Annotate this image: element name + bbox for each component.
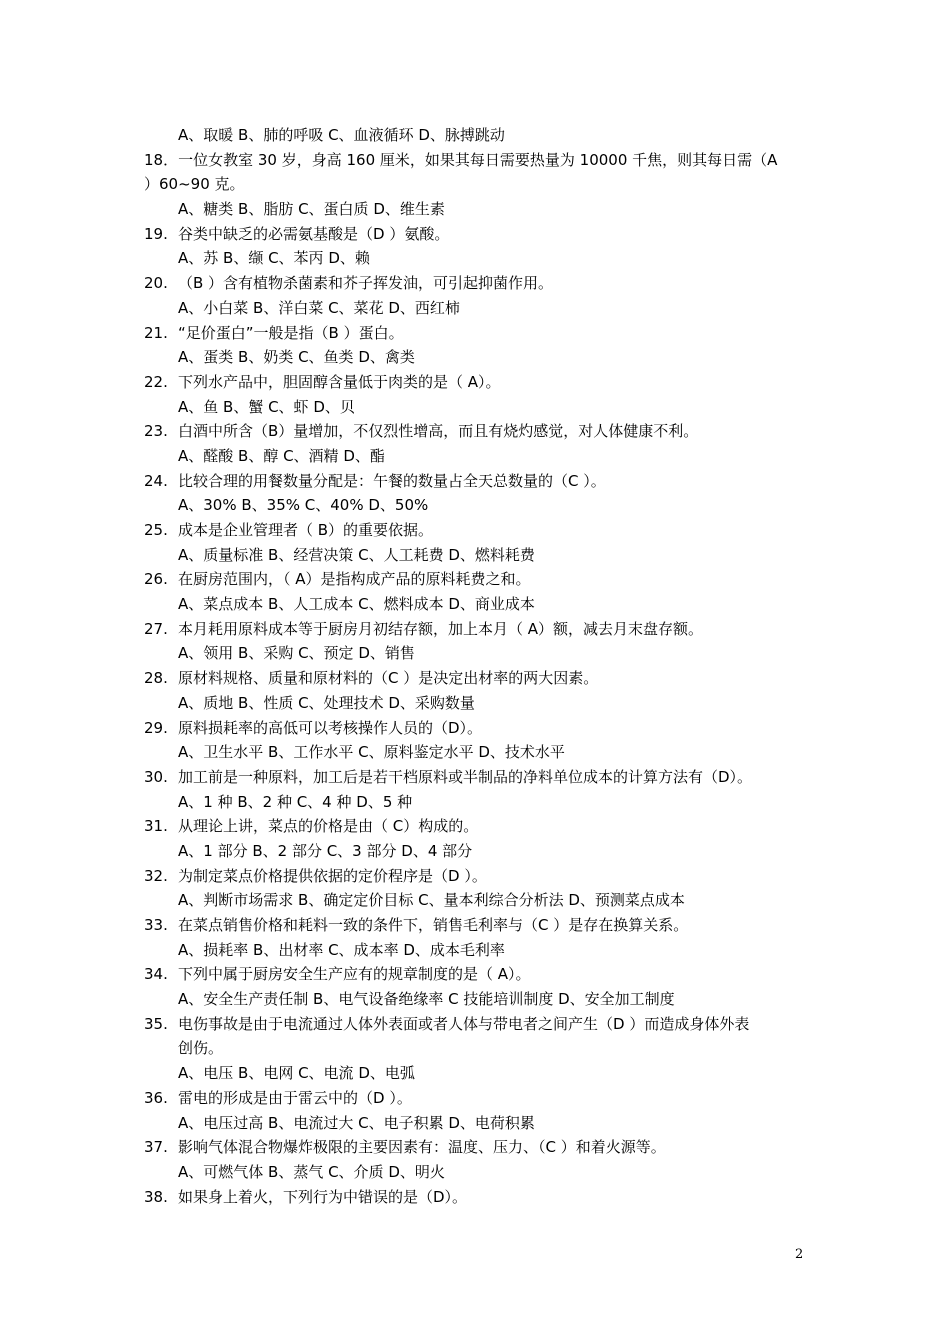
question-line	[144, 962, 814, 987]
question-line	[144, 864, 814, 889]
question-text: 加工前是一种原料，加工后是若干档原料或半制品的净料单位成本的计算方法有（D）。	[178, 767, 753, 786]
question-line	[144, 518, 814, 543]
answer-options: A、电压过高 B、电流过大 C、电子积累 D、电荷积累	[178, 1113, 535, 1132]
question-text: 电伤事故是由于电流通过人体外表面或者人体与带电者之间产生（D ）而造成身体外表	[178, 1014, 750, 1033]
question-text: （B ）含有植物杀菌素和芥子挥发油，可引起抑菌作用。	[178, 274, 554, 293]
answer-options: A、30% B、35% C、40% D、50%	[178, 496, 429, 515]
question-text: 原材料规格、质量和原材料的（C ）是决定出材率的两大因素。	[178, 669, 599, 688]
question-text: 下列水产品中，胆固醇含量低于肉类的是（ A）。	[178, 372, 501, 391]
question-number: 32.	[144, 866, 168, 885]
question-text: 成本是企业管理者（ B）的重要依据。	[178, 521, 434, 539]
question-text: 影响气体混合物爆炸极限的主要因素有：温度、压力、（C ）和着火源等。	[178, 1138, 666, 1157]
question-text: 如果身上着火，下列行为中错误的是（D）。	[178, 1187, 468, 1206]
question-text: 比较合理的用餐数量分配是：午餐的数量占全天总数量的（C ）。	[178, 471, 606, 490]
question-number: 24.	[144, 471, 168, 490]
answer-options: A、糖类 B、脂肪 C、蛋白质 D、维生素	[178, 200, 445, 219]
question-number: 37.	[144, 1138, 168, 1157]
question-number: 34.	[144, 965, 168, 984]
question-number: 26.	[144, 570, 168, 589]
question-number: 38.	[144, 1187, 168, 1206]
question-line	[144, 814, 814, 839]
question-text: 为制定菜点价格提供依据的定价程序是（D ）。	[178, 866, 487, 885]
question-text: 雷电的形成是由于雷云中的（D ）。	[178, 1088, 412, 1107]
question-line	[144, 370, 814, 395]
answer-options: A、菜点成本 B、人工成本 C、燃料成本 D、商业成本	[178, 595, 535, 614]
question-number: 30.	[144, 767, 168, 786]
answer-options: A、醛酸 B、醇 C、酒精 D、酯	[178, 446, 385, 465]
answer-options: 创伤。	[178, 1039, 224, 1058]
question-line	[144, 469, 814, 494]
question-line	[144, 617, 814, 642]
question-text: 从理论上讲，菜点的价格是由（ C）构成的。	[178, 817, 479, 836]
question-line: 18．一位女教室 30 岁，身高 160 厘米，如果其每日需要热量为 10000 千焦，则其每日需（A	[144, 150, 778, 169]
question-line	[144, 1086, 814, 1111]
question-line	[144, 567, 814, 592]
question-line	[144, 1012, 814, 1037]
question-text: 在菜点销售价格和耗料一致的条件下，销售毛利率与（C ）是存在换算关系。	[178, 916, 689, 934]
question-number: 22.	[144, 372, 168, 391]
question-number: 21.	[144, 323, 168, 342]
answer-options: A、1 种 B、2 种 C、4 种 D、5 种	[178, 792, 413, 811]
question-text: 原料损耗率的高低可以考核操作人员的（D）。	[178, 718, 483, 737]
question-number: 25.	[144, 521, 168, 539]
question-text: 在厨房范围内，（ A）是指构成产品的原料耗费之和。	[178, 570, 531, 589]
answer-options: A、领用 B、采购 C、预定 D、销售	[178, 644, 415, 663]
question-line	[144, 913, 814, 938]
question-number: 27.	[144, 619, 168, 638]
question-line	[144, 666, 814, 691]
question-line	[144, 1135, 814, 1160]
answer-options: A、卫生水平 B、工作水平 C、原料鉴定水平 D、技术水平	[178, 743, 565, 762]
answer-options: A、取暖 B、肺的呼吸 C、血液循环 D、脉搏跳动	[178, 126, 505, 144]
question-text: 本月耗用原料成本等于厨房月初结存额，加上本月（ A）额，减去月末盘存额。	[178, 619, 704, 638]
answer-options: A、小白菜 B、洋白菜 C、菜花 D、西红柿	[178, 298, 460, 317]
answer-options: A、苏 B、缬 C、苯丙 D、赖	[178, 249, 370, 268]
answer-options: A、可燃气体 B、蒸气 C、介质 D、明火	[178, 1162, 445, 1181]
question-number: 35.	[144, 1014, 168, 1033]
question-number: 23.	[144, 422, 168, 441]
question-line	[144, 321, 814, 346]
document-body	[144, 123, 814, 1209]
question-text: 下列中属于厨房安全生产应有的规章制度的是（ A）。	[178, 965, 531, 984]
question-number: 36.	[144, 1088, 168, 1107]
question-line	[144, 716, 814, 741]
question-number: 20.	[144, 274, 168, 293]
question-number: 33.	[144, 916, 168, 934]
answer-options: A、蛋类 B、奶类 C、鱼类 D、禽类	[178, 348, 415, 367]
answer-options: A、安全生产责任制 B、电气设备绝缘率 C 技能培训制度 D、安全加工制度	[178, 990, 675, 1009]
question-number: 29.	[144, 718, 168, 737]
answer-options: A、判断市场需求 B、确定定价目标 C、量本利综合分析法 D、预测菜点成本	[178, 891, 685, 910]
question-number: 31.	[144, 817, 168, 836]
answer-options: A、损耗率 B、出材率 C、成本率 D、成本毛利率	[178, 940, 505, 959]
question-text: “足价蛋白”一般是指（B ）蛋白。	[178, 323, 404, 342]
question-number: 19.	[144, 224, 168, 243]
question-line	[144, 222, 814, 247]
question-text: 白酒中所含（B）量增加，不仅烈性增高，而且有烧灼感觉，对人体健康不利。	[178, 422, 699, 441]
question-text: 谷类中缺乏的必需氨基酸是（D ）氨酸。	[178, 224, 450, 243]
answer-options: A、电压 B、电网 C、电流 D、电弧	[178, 1064, 415, 1083]
question-number: 28.	[144, 669, 168, 688]
question-line	[144, 765, 814, 790]
question-line	[144, 419, 814, 444]
question-line	[144, 271, 814, 296]
question-line	[144, 1185, 814, 1210]
question-continuation: ）60~90 克。	[144, 175, 245, 194]
page-number: 2	[795, 1247, 804, 1262]
answer-options: A、质量标准 B、经营决策 C、人工耗费 D、燃料耗费	[178, 545, 535, 564]
answer-options: A、质地 B、性质 C、处理技术 D、采购数量	[178, 693, 475, 712]
answer-options: A、鱼 B、蟹 C、虾 D、贝	[178, 397, 355, 416]
answer-options: A、1 部分 B、2 部分 C、3 部分 D、4 部分	[178, 841, 473, 860]
